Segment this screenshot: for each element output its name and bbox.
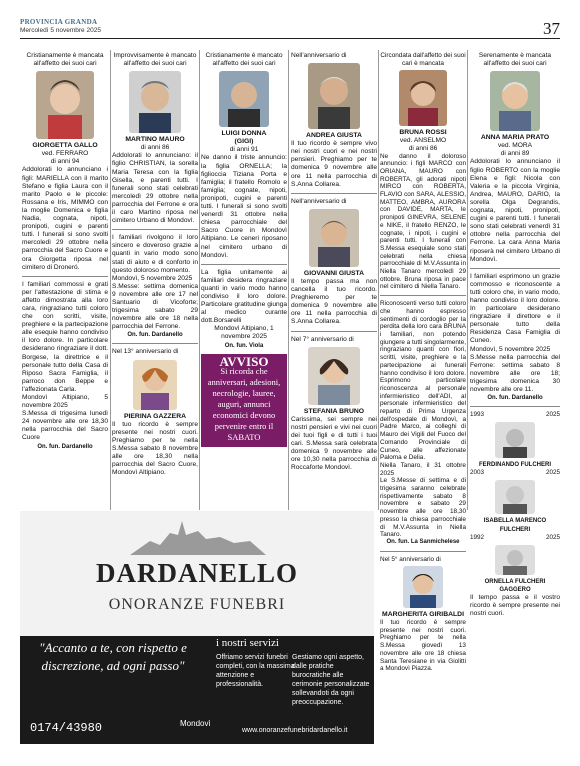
ad-banner (20, 511, 374, 636)
portrait-photo (399, 70, 447, 126)
obituary-donna (201, 52, 287, 451)
anniversaries-giusta (291, 52, 377, 472)
year-range (470, 534, 560, 542)
anniversary-body: Il tempo passa e il vostro ricordo è sempre presente nei nostri cuori. (470, 593, 560, 618)
portrait-photo (495, 480, 535, 514)
section-divider (22, 276, 108, 277)
section-divider (291, 331, 377, 332)
portrait-photo (36, 71, 94, 139)
funeral-home-signature: On. fun. Dardanello (127, 332, 183, 339)
obituary-intro: Serenamente è mancata all'affetto dei suoi cari (478, 52, 552, 68)
anniversary-body: Il tuo ricordo è sempre presente nei nostri cuori. Preghiamo per te nella S.Messa giovedì 13 novembre alle ore 18 chiesa Santa Teresiane in via Giolitti a Mondovì Piazza. (380, 619, 466, 673)
section-divider (380, 551, 466, 552)
anniversary-intro: Nel 7° anniversario di (291, 335, 354, 343)
ad-website: www.onoranzefunebridardanello.it (242, 727, 348, 734)
anniversary-body: Il tuo ricordo è sempre vivo nei nostri cuori e nei nostri pensieri. Preghiamo per te domenica 9 novembre alle ore 11 nella parrocchia di S.Anna Collarea. (291, 140, 377, 188)
anniversary-name: MARGHERITA GIRIBALDI (382, 611, 464, 619)
city-date: Mondovì, 5 novembre 2025 (470, 345, 551, 353)
deceased-ved: ved. FERRARO (41, 150, 89, 158)
obituary-gallo (22, 52, 108, 451)
section-divider (470, 268, 560, 269)
deceased-ved: ved. MORA (497, 142, 533, 150)
city-date: Mondovì Altipiano, 5 novembre 2025 (22, 394, 108, 410)
year-death: 2025 (545, 411, 560, 419)
deceased-name: ANNA MARIA PRATO (480, 134, 550, 142)
notice-box (201, 354, 287, 447)
anniversary-body: Carissima, sei sempre nei nostri pensieri e vivi nei cuori dei tuoi figli e di tutti i tuoi cari. S.Messa sarà celebrata domenica 9 novembre alle ore 10,30 nella parrocchia di Roccaforte Mondovì. (291, 415, 377, 472)
deceased-age: di anni 86 (140, 144, 170, 152)
obituary-intro: Improvvisamente è mancato all'affetto dei suoi cari (113, 52, 197, 68)
deceased-name: MARTINO MAURO (125, 136, 185, 144)
notice-title: AVVISO (219, 353, 269, 369)
page-header (20, 18, 560, 38)
service-item: Gestiamo ogni aspetto, dalle pratiche burocratiche alle cerimonie personalizzate sollevandoti da ogni preoccupazione. (292, 654, 370, 706)
deceased-ved: ved. ANSELMO (399, 137, 447, 145)
deceased-age: di anni 91 (229, 146, 259, 154)
year-death: 2025 (545, 469, 560, 477)
issue-date: Mercoledì 5 novembre 2025 (20, 27, 101, 34)
anniversary-intro: Nell'anniversario di (291, 52, 347, 59)
deceased-name: GIORGETTA GALLO (32, 142, 98, 150)
obituary-intro: Circondata dall'affetto dei suoi cari è mancata (380, 52, 466, 67)
anniversary-name: FERDINANDO FULCHERI (479, 462, 551, 469)
obituary-body: Addolorati lo annunciano il figlio ROBERTO con la moglie Elena e figli: Nicola con Valeria e la piccola Virginia, Andrea, MAURO, DARIO, la sorella Olga Degrandis, cognata, nipoti, pronipoti, cugini e parenti tutti. I funerali sono stati celebrati venerdì 31 ottobre nella parrocchia del Ferrone. La cara Anna Maria riposerà nel cimitero Urbano di Mondovì. (470, 158, 560, 263)
deceased-age: di anni 86 (408, 144, 438, 152)
funeral-home-signature: On. fun. Viola (224, 342, 264, 349)
services-title: i nostri servizi (216, 637, 279, 649)
year-birth: 2003 (470, 469, 485, 477)
column-divider (288, 50, 289, 510)
thanks-text: I familiari esprimono un grazie commosso e riconoscente a tutti coloro che, in vario modo, hanno condiviso il loro dolore. In particolare desiderano ringraziare il direttore e il personale tutto della Residenza Casa Famiglia di Cuneo. (470, 272, 560, 345)
deceased-name: LUIGI DONNA (221, 130, 267, 138)
mass-info: S.Messa di trigesima lunedì 24 novembre alle ore 18,30 nella parrocchia del Sacro Cuore (22, 410, 108, 442)
header-rule (20, 38, 560, 39)
anniversary-name: PIERINA GAZZERA (123, 412, 187, 420)
anniversary-name: ANDREA GIUSTA (306, 132, 362, 140)
column-divider (467, 50, 468, 510)
obituary-body: Addolorati lo annunciano i figli: MARIELLA con il marito Stefano e figlia Laura con il marito Paolo e le piccole: Rossana e Iris, MIMMO con la moglie Domenica e figlia Nadia, cognata, nipoti, pronipoti, cugini e parenti tutti. I funerali si sono svolti mercoledì 29 ottobre nella parrocchia del Sacro Cuore e ora Giorgetta riposa nel cimitero di Droneró. (22, 166, 108, 271)
section-divider (201, 264, 287, 265)
column-divider (199, 50, 200, 510)
mass-info: Le S.Messe di settima e di trigesima saranno celebrate rispettivamente sabato 8 novembre e sabato 29 novembre alle ore 18,30 presso la chiesa parrocchiale di M.V.Assunta in Niella Tanaro. (380, 477, 466, 539)
publication-name: PROVINCIA GRANDA (20, 18, 98, 26)
section-divider (112, 343, 198, 344)
year-range (470, 469, 560, 477)
ad-phone: 0174/43980 (30, 721, 103, 735)
section-divider (470, 406, 560, 407)
anniversary-intro: Nel 5° anniversario di (380, 555, 441, 563)
ad-quote: "Accanto a te, con rispetto e discrezione, ad ogni passo" (39, 640, 187, 673)
deceased-nickname: (GIGI) (234, 138, 254, 146)
anniversary-body: Il tuo ricordo è sempre presente nei nostri cuori. Preghiamo per te nella S.Messa sabato 8 novembre alle ore 18,30 nella parrocchia del Sacro Cuore, Mondovì Altipiano. (112, 420, 198, 477)
anniversary-name: ISABELLA MARENCO FULCHERI (483, 518, 547, 533)
deceased-age: di anni 89 (500, 150, 530, 158)
ad-subtitle: ONORANZE FUNEBRI (108, 596, 286, 613)
thanks-text: I familiari rivolgono il loro sincero e doveroso grazie a quanti in vario modo sono stati di aiuto e di conforto in questo doloroso momento. (112, 234, 198, 274)
anniversary-intro: Nell'anniversario di (291, 197, 347, 205)
portrait-photo (495, 422, 535, 458)
obituary-prato (470, 52, 560, 618)
funeral-home-signature: On. fun. Dardanello (487, 395, 543, 402)
obituary-intro: Cristianamente è mancato all'affetto dei suoi cari (205, 52, 283, 68)
column-divider (378, 50, 379, 510)
deceased-age: di anni 94 (50, 158, 80, 166)
portrait-photo (129, 71, 181, 133)
obituary-rossi (380, 52, 466, 673)
thanks-text: Riconoscenti verso tutti coloro che hanno espresso sentimenti di cordoglio per la perdita della loro cara BRUNA i familiari, non potendo giungere a tutti singolarmente, ringraziano quanti con fiori, scritti, visite, preghiere e la partecipazione ai funerali hanno condiviso il loro dolore. Esprimono particolare riconoscenza al personale infermieristico dell'ADI, al personale infermieristico del reparto di Prima Urgenza dell'ospedale di Mondovì, a Padre Marco, ai colleghi di Mauro dei Vigili del Fuoco del Comando Provinciale di Cuneo, alle affezionate Paloma e Delia. (380, 300, 466, 462)
funeral-home-signature: On. fun. La Sanmichelese (386, 538, 460, 545)
obituary-body: Ne danno il triste annuncio: la figlia ORNELLA; la figlioccia Tiziana Porta e famiglia; il fratello Romolo e famiglia; cognate, nipoti, pronipoti, cugini e parenti tutti. I funerali si sono svolti venerdì 31 ottobre nella chiesa parrocchiale del Sacro Cuore in Mondovì Altipiano. Le ceneri riposano nel cimitero urbano di Mondovì. (201, 154, 287, 259)
portrait-photo (490, 71, 540, 131)
portrait-photo (495, 545, 535, 575)
year-death: 2025 (545, 533, 560, 541)
mass-info: S.Messe nella parrocchia del Ferrone: settima sabato 8 novembre alle ore 18; trigesima domenica 30 novembre alle ore 11. (470, 353, 560, 393)
portrait-photo (309, 209, 359, 267)
year-birth: 1992 (470, 533, 485, 541)
mass-info: S.Messe: settima domenica 9 novembre alle ore 17 nel Santuario di Vicoforte; trigesima sabato 29 novembre alle ore 18 nella parrocchia del Ferrone. (112, 282, 198, 331)
town-skyline-icon (20, 511, 374, 557)
year-range (470, 411, 560, 419)
ad-city: Mondovì (180, 719, 211, 728)
portrait-photo (308, 347, 360, 405)
anniversary-intro: Nel 13° anniversario di (112, 348, 179, 356)
deceased-name: BRUNA ROSSI (399, 129, 447, 137)
funeral-home-signature: On. fun. Dardanello (37, 443, 93, 450)
ad-brand: DARDANELLO (95, 558, 299, 588)
obituary-body: Addolorati lo annunciano: il figlio CHRISTIAN, la sorella Maria Teresa con la figlia Gisella, e parenti tutti. I funerali sono stati celebrati mercoledì 29 ottobre nella parrocchia del Ferrone e ora il caro Martino riposa nel cimitero Urbano di Mondovì. (112, 152, 198, 225)
city-date: Mondovì, 5 novembre 2025 (112, 274, 193, 282)
obituary-mauro (112, 52, 198, 477)
obituary-body: Ne danno il doloroso annuncio: i figli MARCO con ORIANA, MAURO con ROBERTA, gli adorati nipoti MIRCO con ROBERTA, FLAVIO con SARA, ALESSIO, MATTEO, AMBRA, AURORA con DAVIDE, MARTA, le pronipoti GINEVRA, SELENE e NIKE, il fratello RENZO, le cognate, i nipoti, i cugini e parenti tutti. I funerali con S.Messa esequiale sono stati celebrati nella chiesa parrocchiale di M.V.Assunta in Niella Tanaro mercoledì 29 ottobre. Bruna riposa in pace nel cimitero di Niella Tanaro. (380, 152, 466, 291)
anniversary-body: Il tempo passa ma non cancella il tuo ricordo. Preghieremo per te domenica 9 novembre alle ore 11 nella parrocchia di S.Anna Collarea. (291, 277, 377, 326)
portrait-photo (133, 360, 177, 410)
portrait-photo (219, 71, 269, 127)
section-divider (291, 193, 377, 194)
notice-body: Si ricorda che anniversari, adesioni, necrologie, lauree, auguri, annunci economici devono pervenire entro il SABATO (207, 365, 281, 442)
anniversary-name: GIOVANNI GIUSTA (303, 269, 365, 277)
column-divider (110, 50, 111, 510)
service-item: Offriamo servizi funebri completi, con la massima attenzione e professionalità. (216, 654, 295, 688)
city-date: Mondovì Altipiano, 1 novembre 2025 (214, 325, 274, 341)
page-number: 37 (543, 19, 560, 38)
city-date: Niella Tanaro, il 31 ottobre 2025 (380, 461, 466, 477)
section-divider (112, 229, 198, 230)
thanks-text: La figlia unitamente ai familiari desidera ringraziare quanti in vario modo hanno condiviso il loro dolore. Particolare gratitudine giunga al medico curante dott.Borsarelli (201, 268, 287, 325)
section-divider (380, 295, 466, 296)
anniversary-name: ORNELLA FULCHERI GAGGERO (484, 578, 546, 593)
obituary-intro: Cristianamente è mancata all'affetto dei suoi cari (26, 52, 104, 68)
portrait-photo (308, 63, 360, 129)
anniversary-name: STEFANIA BRUNO (303, 407, 365, 415)
year-birth: 1993 (470, 411, 485, 419)
thanks-text: I familiari commossi e grati per l'attestazione di stima e affetto dimostrata alla loro cara, ringraziano tutti coloro che con scritti, visite, preghiere e la partecipazione alle esequie hanno condiviso il loro dolore. In particolare desiderano ringraziare il dott. Borgese, la direttrice e il personale tutto della Casa di Riposo Sacra Famiglia, il parroco don Beppe e l'affezionata Carla. (22, 280, 108, 393)
portrait-photo (403, 566, 443, 608)
funeral-home-ad (20, 511, 374, 744)
